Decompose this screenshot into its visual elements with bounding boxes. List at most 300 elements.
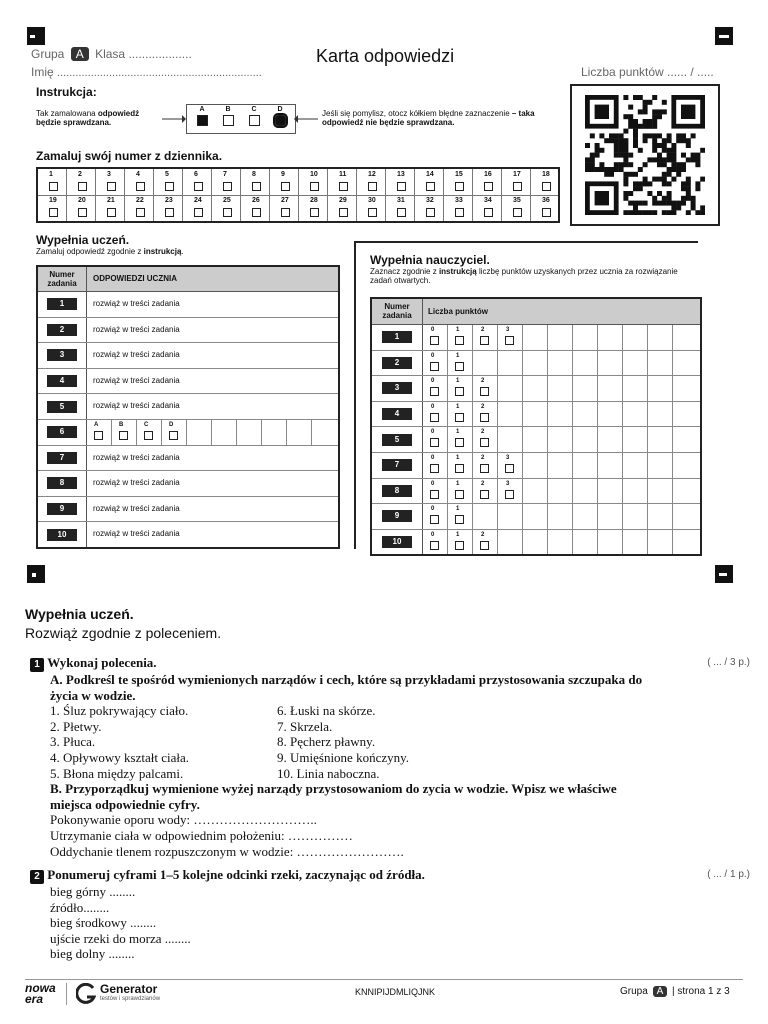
points-checkbox[interactable] [505, 464, 514, 473]
empty-points-cell [573, 325, 598, 350]
points-checkbox[interactable] [480, 464, 489, 473]
task-number-tag: 3 [47, 349, 77, 361]
task-number-tag: 9 [47, 503, 77, 515]
diary-number-12[interactable]: 12 [357, 169, 386, 195]
task-number-tag: 4 [382, 408, 412, 420]
diary-number-15[interactable]: 15 [444, 169, 473, 195]
empty-points-cell [498, 351, 523, 376]
diary-checkbox[interactable] [49, 182, 58, 191]
empty-points-cell [648, 479, 673, 504]
answer-option-a[interactable]: A [87, 420, 112, 445]
group-line [31, 47, 192, 61]
task-number-tag: 5 [382, 434, 412, 446]
instruction-right-text: Jeśli się pomylisz, otocz kółkiem błędne zaznaczenie – taka odpowiedź nie będzie sprawdzana. [322, 109, 535, 127]
empty-points-cell [598, 453, 623, 478]
diary-number-19[interactable]: 19 [38, 195, 67, 221]
task-1-part-b: B. Przyporządkuj wymienione wyżej narządy przystosowaniom do zycia w wodzie. Wpisz we właściwe miejsca odpowiednie cyfry. [50, 781, 617, 812]
empty-points-cell [598, 479, 623, 504]
diary-checkbox[interactable] [136, 182, 145, 191]
example-checkbox [275, 115, 286, 126]
diary-number-24[interactable]: 24 [183, 195, 212, 221]
answer-line[interactable]: bieg środkowy ........ [50, 915, 157, 931]
diary-checkbox[interactable] [455, 182, 464, 191]
points-checkbox[interactable] [480, 413, 489, 422]
empty-points-cell [623, 325, 648, 350]
empty-points-cell [673, 453, 698, 478]
answer-line[interactable]: ujście rzeki do morza ........ [50, 930, 191, 946]
tasks-heading: Wypełnia uczeń. [25, 606, 134, 622]
empty-points-cell [473, 504, 498, 529]
diary-number-11[interactable]: 11 [328, 169, 357, 195]
name-line [31, 65, 262, 79]
answer-option-d[interactable]: D [162, 420, 187, 445]
class-label: Klasa [95, 47, 126, 61]
diary-number-22[interactable]: 22 [125, 195, 154, 221]
arrow-left-icon [294, 113, 318, 125]
diary-checkbox[interactable] [368, 182, 377, 191]
diary-number-3[interactable]: 3 [96, 169, 125, 195]
points-checkbox[interactable] [430, 541, 439, 550]
empty-points-cell [598, 325, 623, 350]
points-checkbox[interactable] [455, 362, 464, 371]
empty-points-cell [623, 530, 648, 555]
diary-number-34[interactable]: 34 [473, 195, 502, 221]
task-number-tag: 3 [382, 382, 412, 394]
diary-number-31[interactable]: 31 [386, 195, 415, 221]
empty-points-cell [548, 325, 573, 350]
points-option-2[interactable]: 2 [473, 325, 498, 350]
diary-checkbox[interactable] [339, 182, 348, 191]
points-checkbox[interactable] [455, 490, 464, 499]
empty-points-cell [648, 453, 673, 478]
instruction-letter-d: D [272, 106, 288, 131]
list-item: 9. Umięśnione kończyny. [277, 749, 410, 765]
diary-number-14[interactable]: 14 [415, 169, 444, 195]
empty-points-cell [673, 402, 698, 427]
diary-checkbox[interactable] [281, 208, 290, 217]
diary-number-33[interactable]: 33 [444, 195, 473, 221]
diary-checkbox[interactable] [397, 208, 406, 217]
teacher-section-heading: Wypełnia nauczyciel. [370, 253, 490, 267]
student-answers-table [36, 265, 340, 549]
diary-checkbox[interactable] [78, 208, 87, 217]
empty-points-cell [523, 376, 548, 401]
points-option-2[interactable]: 2 [473, 402, 498, 427]
empty-points-cell [673, 427, 698, 452]
task-2-points: ( ... / 1 p.) [707, 869, 750, 880]
answer-line[interactable]: źródło........ [50, 899, 110, 915]
empty-points-cell [648, 351, 673, 376]
empty-points-cell [548, 504, 573, 529]
points-option-1[interactable]: 1 [448, 351, 473, 376]
answer-text: rozwiąż w treści zadania [93, 299, 180, 308]
points-checkbox[interactable] [430, 413, 439, 422]
points-checkbox[interactable] [430, 490, 439, 499]
empty-points-cell [548, 427, 573, 452]
diary-number-5[interactable]: 5 [154, 169, 183, 195]
points-option-0[interactable]: 0 [423, 402, 448, 427]
points-option-1[interactable]: 1 [448, 427, 473, 452]
points-checkbox[interactable] [455, 413, 464, 422]
answer-text: rozwiąż w treści zadania [93, 452, 180, 462]
diary-checkbox[interactable] [107, 208, 116, 217]
qr-code-icon [585, 95, 705, 215]
answer-checkbox[interactable] [119, 431, 128, 440]
answer-option-b[interactable]: B [112, 420, 137, 445]
task-number-badge: 2 [30, 870, 44, 884]
points-option-2[interactable]: 2 [473, 376, 498, 401]
diary-number-35[interactable]: 35 [502, 195, 531, 221]
diary-checkbox[interactable] [310, 182, 319, 191]
example-checkbox [223, 115, 234, 126]
points-checkbox[interactable] [480, 438, 489, 447]
task-1-answer-lines [50, 812, 650, 859]
diary-checkbox[interactable] [484, 208, 493, 217]
empty-points-cell [523, 402, 548, 427]
list-item: 4. Opływowy kształt ciała. [50, 749, 189, 765]
diary-checkbox[interactable] [136, 208, 145, 217]
empty-points-cell [598, 351, 623, 376]
empty-points-cell [548, 376, 573, 401]
points-checkbox[interactable] [430, 515, 439, 524]
points-option-1[interactable]: 1 [448, 325, 473, 350]
diary-checkbox[interactable] [397, 182, 406, 191]
empty-points-cell [573, 504, 598, 529]
diary-number-26[interactable]: 26 [241, 195, 270, 221]
task-2 [30, 867, 750, 962]
empty-points-cell [573, 351, 598, 376]
tasks-subheading: Rozwiąż zgodnie z poleceniem. [25, 625, 222, 641]
page-title: Karta odpowiedzi [316, 46, 455, 66]
col-header-answers: ODPOWIEDZI UCZNIA [93, 274, 177, 283]
answer-line[interactable]: Pokonywanie oporu wody: ……………………….. [50, 812, 317, 828]
empty-points-cell [623, 504, 648, 529]
empty-points-cell [623, 453, 648, 478]
task-1-title: Wykonaj polecenia. [47, 655, 157, 670]
empty-points-cell [498, 376, 523, 401]
list-item: 5. Błona między palcami. [50, 765, 184, 781]
empty-points-cell [623, 351, 648, 376]
empty-points-cell [523, 453, 548, 478]
points-row [372, 402, 700, 428]
diary-checkbox[interactable] [542, 208, 551, 217]
points-checkbox[interactable] [480, 490, 489, 499]
diary-number-6[interactable]: 6 [183, 169, 212, 195]
points-checkbox[interactable] [455, 464, 464, 473]
qr-frame [570, 84, 720, 226]
diary-number-32[interactable]: 32 [415, 195, 444, 221]
empty-points-cell [498, 530, 523, 555]
diary-checkbox[interactable] [49, 208, 58, 217]
diary-checkbox[interactable] [165, 182, 174, 191]
answer-row [38, 471, 338, 497]
points-checkbox[interactable] [430, 387, 439, 396]
diary-checkbox[interactable] [426, 208, 435, 217]
diary-checkbox[interactable] [426, 182, 435, 191]
generator-brand: Generator testów i sprawdzianów [100, 982, 161, 1002]
alignment-marker-icon [27, 27, 45, 45]
answer-text: rozwiąż w treści zadania [93, 529, 180, 539]
name-label: Imię [31, 65, 54, 79]
diary-checkbox[interactable] [513, 208, 522, 217]
empty-points-cell [623, 479, 648, 504]
diary-number-8[interactable]: 8 [241, 169, 270, 195]
diary-number-21[interactable]: 21 [96, 195, 125, 221]
answer-row [38, 292, 338, 318]
points-option-1[interactable]: 1 [448, 402, 473, 427]
empty-points-cell [498, 504, 523, 529]
empty-points-cell [623, 427, 648, 452]
diary-checkbox[interactable] [339, 208, 348, 217]
diary-number-17[interactable]: 17 [502, 169, 531, 195]
points-checkbox[interactable] [430, 362, 439, 371]
task-number-tag: 4 [47, 375, 77, 387]
diary-checkbox[interactable] [252, 208, 261, 217]
teacher-section-rule [354, 241, 698, 243]
empty-points-cell [523, 530, 548, 555]
points-checkbox[interactable] [430, 336, 439, 345]
points-option-1[interactable]: 1 [448, 376, 473, 401]
instruction-left-text: Tak zamalowana odpowiedź będzie sprawdzana. [36, 109, 140, 127]
diary-number-36[interactable]: 36 [531, 195, 560, 221]
points-option-2[interactable]: 2 [473, 453, 498, 478]
points-checkbox[interactable] [455, 438, 464, 447]
task-number-tag: 2 [382, 357, 412, 369]
task-2-answer-lines [30, 884, 750, 962]
teacher-points-table [370, 297, 702, 556]
empty-answer-cell [187, 420, 212, 445]
empty-points-cell [623, 376, 648, 401]
name-field[interactable]: ................................................................... [57, 67, 262, 79]
task-number-badge: 1 [30, 658, 44, 672]
empty-points-cell [548, 453, 573, 478]
diary-checkbox[interactable] [484, 182, 493, 191]
empty-points-cell [673, 351, 698, 376]
empty-points-cell [598, 376, 623, 401]
diary-number-1[interactable]: 1 [38, 169, 67, 195]
diary-checkbox[interactable] [455, 208, 464, 217]
points-checkbox[interactable] [505, 336, 514, 345]
points-row [372, 504, 700, 530]
diary-grid [36, 167, 560, 223]
diary-checkbox[interactable] [310, 208, 319, 217]
answer-checkbox[interactable] [144, 431, 153, 440]
points-option-2[interactable]: 2 [473, 530, 498, 555]
empty-points-cell [673, 479, 698, 504]
list-item: 3. Płuca. [50, 734, 96, 750]
points-option-1[interactable]: 1 [448, 479, 473, 504]
task-number-tag: 5 [47, 401, 77, 413]
diary-number-16[interactable]: 16 [473, 169, 502, 195]
group-badge: A [71, 47, 89, 61]
teacher-section-sub: Zaznacz zgodnie z instrukcją liczbę punktów uzyskanych przez ucznia za rozwiązanie zadań otwartych. [370, 267, 678, 285]
answer-line[interactable]: Oddychanie tlenem rozpuszczonym w wodzie: ……………………. [50, 843, 404, 859]
points-checkbox[interactable] [455, 541, 464, 550]
answer-checkbox[interactable] [94, 431, 103, 440]
answer-row [38, 446, 338, 472]
list-item: 2. Płetwy. [50, 718, 102, 734]
diary-number-27[interactable]: 27 [270, 195, 299, 221]
empty-points-cell [523, 325, 548, 350]
points-option-0[interactable]: 0 [423, 376, 448, 401]
empty-points-cell [498, 427, 523, 452]
points-option-1[interactable]: 1 [448, 453, 473, 478]
diary-number-28[interactable]: 28 [299, 195, 328, 221]
empty-points-cell [598, 504, 623, 529]
empty-points-cell [648, 504, 673, 529]
points-option-0[interactable]: 0 [423, 453, 448, 478]
empty-points-cell [498, 402, 523, 427]
diary-checkbox[interactable] [223, 208, 232, 217]
points-option-2[interactable]: 2 [473, 427, 498, 452]
answer-text: rozwiąż w treści zadania [93, 375, 180, 385]
diary-number-2[interactable]: 2 [67, 169, 96, 195]
diary-checkbox[interactable] [194, 182, 203, 191]
points-option-3[interactable]: 3 [498, 479, 523, 504]
empty-answer-cell [312, 420, 337, 445]
diary-number-30[interactable]: 30 [357, 195, 386, 221]
diary-checkbox[interactable] [223, 182, 232, 191]
answer-line[interactable]: Utrzymanie ciała w odpowiednim położeniu: …………… [50, 827, 353, 843]
answer-row [38, 522, 338, 547]
empty-answer-cell [237, 420, 262, 445]
empty-points-cell [523, 351, 548, 376]
diary-number-9[interactable]: 9 [270, 169, 299, 195]
task-number-tag: 10 [47, 529, 77, 541]
diary-number-18[interactable]: 18 [531, 169, 560, 195]
diary-number-10[interactable]: 10 [299, 169, 328, 195]
group-label: Grupa [31, 47, 65, 61]
empty-points-cell [648, 325, 673, 350]
empty-points-cell [548, 402, 573, 427]
diary-number-29[interactable]: 29 [328, 195, 357, 221]
empty-points-cell [673, 504, 698, 529]
footer-rule [25, 979, 743, 980]
footer-divider [66, 983, 67, 1005]
list-item: 8. Pęcherz pławny. [277, 734, 376, 750]
points-checkbox[interactable] [430, 438, 439, 447]
points-option-0[interactable]: 0 [423, 530, 448, 555]
task-1-list-right [277, 703, 409, 781]
points-option-1[interactable]: 1 [448, 504, 473, 529]
example-checkbox [197, 115, 208, 126]
empty-points-cell [573, 479, 598, 504]
list-item: 7. Skrzela. [277, 718, 333, 734]
empty-points-cell [648, 427, 673, 452]
col-header-number: Numer zadania [38, 267, 87, 291]
class-field[interactable]: ................... [128, 47, 192, 61]
answer-text: rozwiąż w treści zadania [93, 478, 180, 488]
empty-points-cell [673, 325, 698, 350]
points-option-3[interactable]: 3 [498, 453, 523, 478]
diary-number-20[interactable]: 20 [67, 195, 96, 221]
task-number-tag: 2 [47, 324, 77, 336]
example-checkbox [249, 115, 260, 126]
diary-number-13[interactable]: 13 [386, 169, 415, 195]
diary-checkbox[interactable] [107, 182, 116, 191]
task-number-tag: 1 [382, 331, 412, 343]
diary-checkbox[interactable] [78, 182, 87, 191]
task-number-tag: 8 [382, 485, 412, 497]
points-option-3[interactable]: 3 [498, 325, 523, 350]
points-checkbox[interactable] [505, 490, 514, 499]
points-total: Liczba punktów ...... / ..... [581, 65, 714, 79]
empty-points-cell [598, 427, 623, 452]
points-checkbox[interactable] [480, 541, 489, 550]
diary-checkbox[interactable] [281, 182, 290, 191]
points-option-0[interactable]: 0 [423, 479, 448, 504]
diary-number-23[interactable]: 23 [154, 195, 183, 221]
points-checkbox[interactable] [455, 515, 464, 524]
task-number-tag: 10 [382, 536, 412, 548]
points-option-0[interactable]: 0 [423, 325, 448, 350]
answer-line[interactable]: bieg górny ........ [50, 884, 136, 899]
empty-points-cell [548, 530, 573, 555]
points-checkbox[interactable] [430, 464, 439, 473]
diary-heading: Zamaluj swój numer z dziennika. [36, 149, 223, 163]
answer-option-c[interactable]: C [137, 420, 162, 445]
points-checkbox[interactable] [455, 336, 464, 345]
task-number-tag: 7 [382, 459, 412, 471]
points-row [372, 530, 700, 555]
diary-checkbox[interactable] [368, 208, 377, 217]
generator-logo-icon [76, 983, 96, 1005]
points-option-0[interactable]: 0 [423, 427, 448, 452]
points-row [372, 427, 700, 453]
answer-line[interactable]: bieg dolny ........ [50, 946, 135, 962]
col-header-number: Numer zadania [372, 299, 423, 324]
diary-number-4[interactable]: 4 [125, 169, 154, 195]
col-header-points: Liczba punktów [428, 307, 488, 316]
empty-points-cell [523, 427, 548, 452]
diary-number-7[interactable]: 7 [212, 169, 241, 195]
diary-checkbox[interactable] [165, 208, 174, 217]
footer-page-info: Grupa A | strona 1 z 3 [620, 986, 730, 997]
diary-checkbox[interactable] [542, 182, 551, 191]
task-number-tag: 6 [47, 426, 77, 438]
task-number-tag: 9 [382, 510, 412, 522]
diary-checkbox[interactable] [513, 182, 522, 191]
points-checkbox[interactable] [455, 387, 464, 396]
answer-row [38, 394, 338, 420]
task-2-title: Ponumeruj cyframi 1–5 kolejne odcinki rzeki, zaczynając od źródła. [47, 867, 425, 882]
empty-answer-cell [287, 420, 312, 445]
points-option-1[interactable]: 1 [448, 530, 473, 555]
points-checkbox[interactable] [480, 387, 489, 396]
empty-answer-cell [212, 420, 237, 445]
task-number-tag: 1 [47, 298, 77, 310]
diary-checkbox[interactable] [194, 208, 203, 217]
points-option-0[interactable]: 0 [423, 351, 448, 376]
alignment-marker-icon [715, 565, 733, 583]
diary-checkbox[interactable] [252, 182, 261, 191]
points-option-2[interactable]: 2 [473, 479, 498, 504]
list-item: 1. Śluz pokrywający ciało. [50, 703, 189, 719]
answer-checkbox[interactable] [169, 431, 178, 440]
empty-points-cell [523, 504, 548, 529]
points-option-0[interactable]: 0 [423, 504, 448, 529]
empty-points-cell [573, 376, 598, 401]
alignment-marker-icon [715, 27, 733, 45]
empty-points-cell [573, 427, 598, 452]
document-code: KNNIPIJDMLIQJNK [355, 987, 436, 997]
points-checkbox[interactable] [480, 336, 489, 345]
empty-points-cell [673, 530, 698, 555]
empty-points-cell [648, 402, 673, 427]
diary-number-25[interactable]: 25 [212, 195, 241, 221]
empty-points-cell [523, 479, 548, 504]
instruction-letter-b: B [220, 106, 236, 131]
